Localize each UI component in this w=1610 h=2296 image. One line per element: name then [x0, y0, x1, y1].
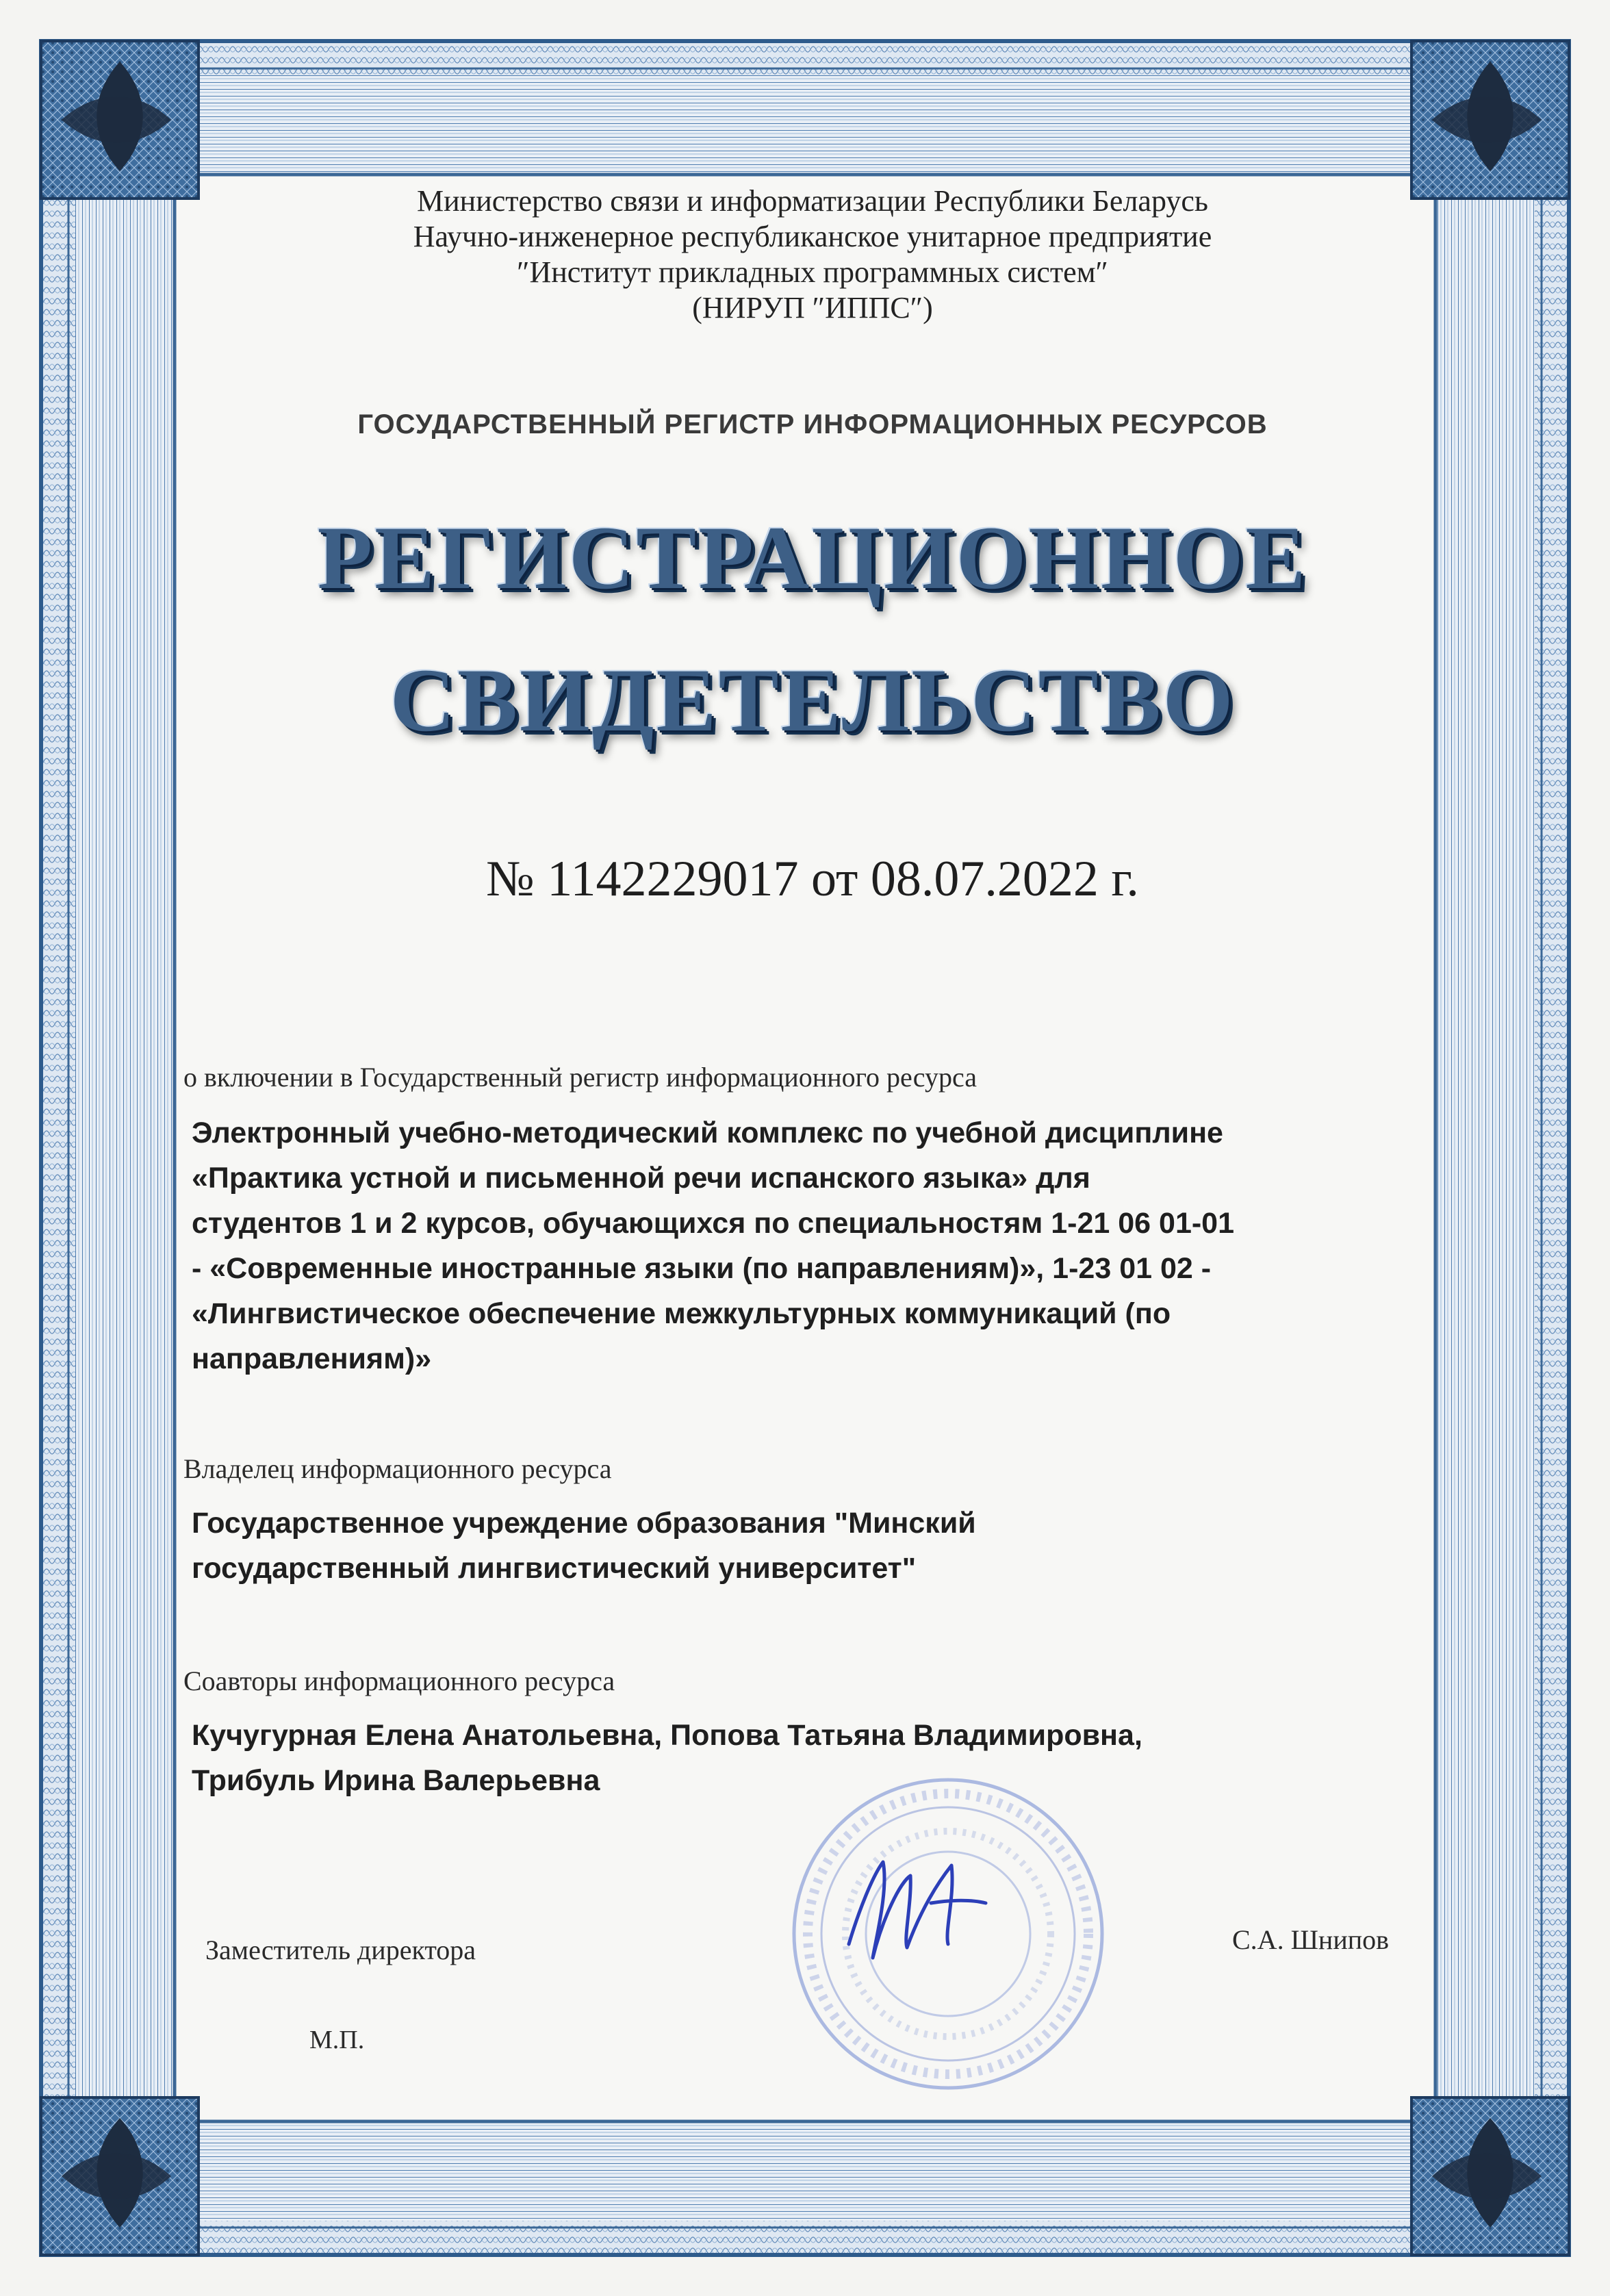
corner-ornament-top-right	[1411, 41, 1569, 199]
ministry-line: Министерство связи и информатизации Республики Беларусь	[417, 184, 1208, 218]
owner-line: Государственное учреждение образования "Минский	[192, 1507, 976, 1540]
certificate-title-line2: СВИДЕТЕЛЬСТВО	[389, 650, 1236, 750]
signatory-position: Заместитель директора	[205, 1935, 476, 1965]
resource-line: Электронный учебно-методический комплекс по учебной дисциплине	[192, 1117, 1223, 1149]
signatory-name: С.А. Шнипов	[1232, 1924, 1390, 1955]
coauthors-line: Кучугурная Елена Анатольевна, Попова Татьяна Владимировна,	[192, 1719, 1142, 1752]
enterprise-line: Научно-инженерное республиканское унитарное предприятие	[413, 220, 1212, 253]
certificate-number: № 1142229017 от 08.07.2022 г.	[486, 851, 1139, 907]
resource-line: студентов 1 и 2 курсов, обучающихся по специальностям 1-21 06 01-01	[192, 1207, 1235, 1240]
corner-ornament-bottom-right	[1411, 2097, 1569, 2255]
abbreviation-line: (НИРУП ″ИППС″)	[692, 291, 933, 324]
coauthors-label: Соавторы информационного ресурса	[183, 1666, 615, 1696]
resource-line: «Лингвистическое обеспечение межкультурных коммуникаций (по	[192, 1297, 1171, 1330]
coauthors-line: Трибуль Ирина Валерьевна	[192, 1764, 600, 1797]
inclusion-label: о включении в Государственный регистр информационного ресурса	[183, 1062, 977, 1093]
register-title: ГОСУДАРСТВЕННЫЙ РЕГИСТР ИНФОРМАЦИОННЫХ РЕСУРСОВ	[357, 409, 1268, 439]
seal-place-label: М.П.	[309, 2026, 365, 2054]
resource-line: направлениям)»	[192, 1342, 432, 1375]
owner-name	[192, 1501, 976, 1591]
institute-line: ″Институт прикладных программных систем″	[517, 255, 1108, 289]
corner-ornament-top-left	[41, 41, 199, 199]
issuer-header	[179, 183, 1446, 326]
resource-title	[192, 1110, 1234, 1381]
handwritten-signature	[835, 1835, 993, 1972]
owner-line: государственный лингвистический университет"	[192, 1552, 917, 1585]
resource-line: - «Современные иностранные языки (по направлениям)», 1-23 01 02 -	[192, 1252, 1212, 1285]
owner-label: Владелец информационного ресурса	[183, 1453, 612, 1484]
resource-line: «Практика устной и письменной речи испанского языка» для	[192, 1162, 1090, 1195]
certificate-title-line1: РЕГИСТРАЦИОННОЕ	[317, 507, 1308, 608]
corner-ornament-bottom-left	[41, 2097, 199, 2255]
